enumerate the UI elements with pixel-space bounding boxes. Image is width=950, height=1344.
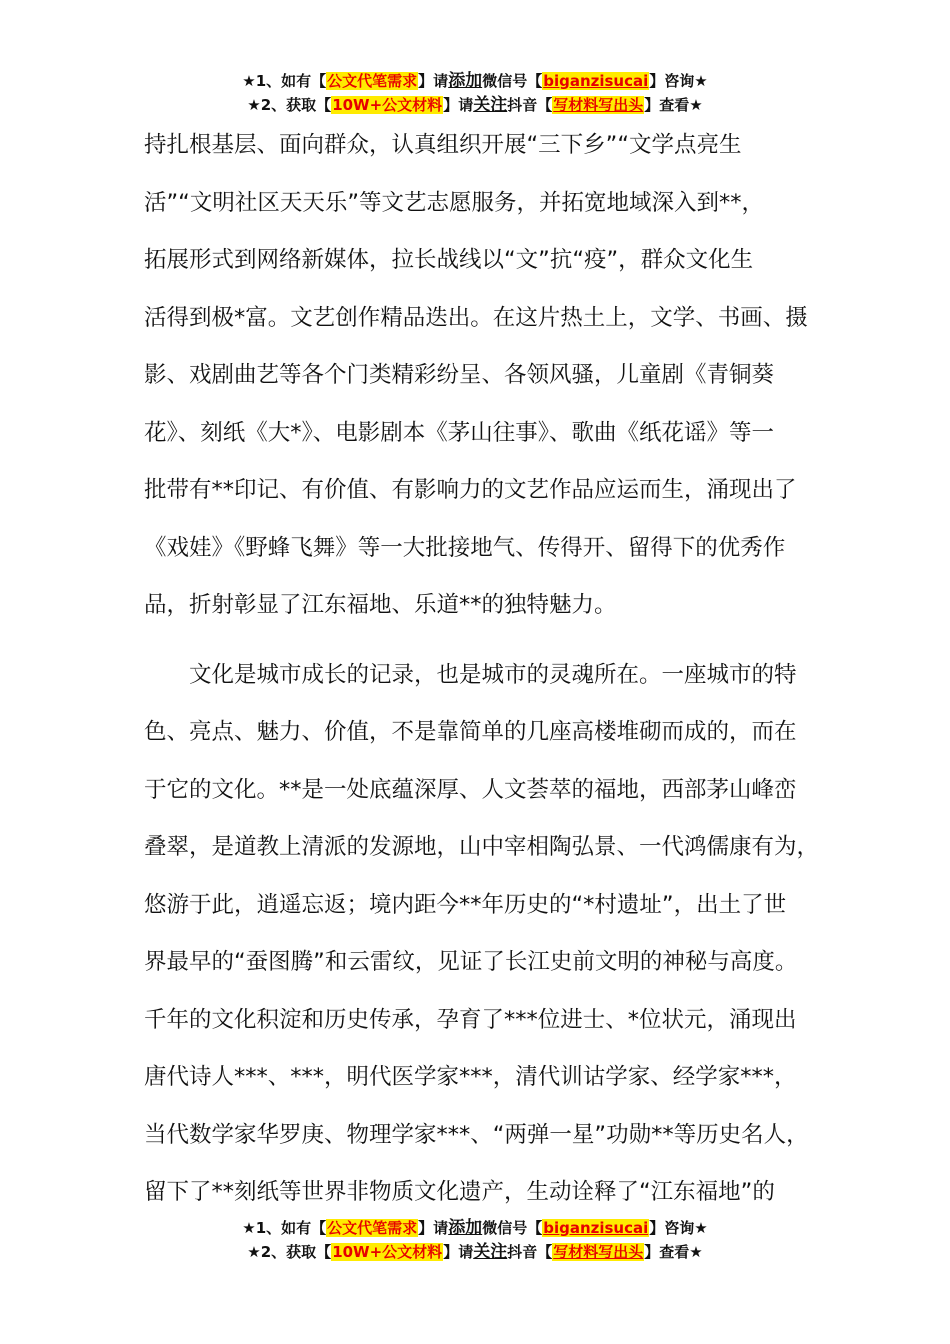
header-banner	[0, 70, 950, 118]
douyin-account: 写材料写出头	[553, 96, 644, 114]
banner-emphasis: 关注	[473, 1242, 508, 1262]
banner-emphasis: 关注	[473, 95, 508, 115]
paragraph-1	[144, 120, 834, 638]
banner-highlight: 10W+公文材料	[332, 1243, 443, 1261]
document-body	[144, 120, 834, 1225]
text-line: 界最早的“蚕图腾”和云雷纹，见证了长江史前文明的神秘与高度。	[144, 949, 798, 975]
banner-text: 】请	[443, 1243, 474, 1261]
banner-line-2	[0, 1241, 950, 1265]
banner-emphasis: 添加	[448, 1218, 483, 1238]
paragraph-2	[144, 650, 834, 1225]
text-line: 留下了**刻纸等世界非物质文化遗产，生动诠释了“江东福地”的	[144, 1179, 775, 1205]
text-line: 活”“文明社区天天乐”等文艺志愿服务，并拓宽地域深入到**，	[144, 189, 764, 216]
text-line: 当代数学家华罗庚、物理学家***、“两弹一星”功勋**等历史名人，	[144, 1121, 809, 1148]
paragraph-gap	[144, 638, 834, 650]
wechat-id: biganzisucai	[543, 72, 649, 90]
text-line: 品，折射彰显了江东福地、乐道**的独特魅力。	[144, 592, 617, 618]
douyin-account: 写材料写出头	[553, 1243, 644, 1261]
banner-line-1	[0, 1217, 950, 1241]
text-line: 拓展形式到网络新媒体，拉长战线以“文”抗“疫”，群众文化生	[144, 247, 754, 273]
banner-text: 微信号【	[482, 1219, 543, 1237]
text-line: 持扎根基层、面向群众，认真组织开展“三下乡”“文学点亮生	[144, 132, 742, 158]
banner-text: ★1、如有【	[242, 1219, 327, 1237]
banner-text: 】请	[418, 1219, 449, 1237]
banner-text: 抖音【	[507, 96, 553, 114]
banner-line-1	[0, 70, 950, 94]
banner-text: ★2、获取【	[247, 1243, 332, 1261]
banner-text: ★1、如有【	[242, 72, 327, 90]
banner-text: 】请	[418, 72, 449, 90]
banner-text: ★2、获取【	[247, 96, 332, 114]
text-line: 唐代诗人***、***，明代医学家***，清代训诂学家、经学家***，	[144, 1064, 797, 1090]
text-line: 花》、刻纸《大*》、电影剧本《茅山往事》、歌曲《纸花谣》等一	[144, 419, 775, 446]
banner-text: 】咨询★	[649, 1219, 708, 1237]
text-line: 影、戏剧曲艺等各个门类精彩纷呈、各领风骚，儿童剧《青铜葵	[144, 362, 775, 388]
text-line: 千年的文化积淀和历史传承，孕育了***位进士、*位状元，涌现出	[144, 1006, 797, 1033]
banner-highlight: 公文代笔需求	[327, 72, 418, 90]
text-line: 批带有**印记、有价值、有影响力的文艺作品应运而生，涌现出了	[144, 477, 797, 503]
text-line: 于它的文化。**是一处底蕴深厚、人文荟萃的福地，西部茅山峰峦	[144, 776, 797, 803]
banner-highlight: 公文代笔需求	[327, 1219, 418, 1237]
banner-text: 】查看★	[644, 1243, 703, 1261]
banner-highlight: 10W+公文材料	[332, 96, 443, 114]
banner-text: 】请	[443, 96, 474, 114]
banner-text: 】查看★	[644, 96, 703, 114]
banner-emphasis: 添加	[448, 71, 483, 91]
text-line: 文化是城市成长的记录，也是城市的灵魂所在。一座城市的特	[144, 661, 797, 688]
banner-text: 】咨询★	[649, 72, 708, 90]
footer-banner	[0, 1217, 950, 1265]
text-line: 叠翠，是道教上清派的发源地，山中宰相陶弘景、一代鸿儒康有为，	[144, 834, 820, 860]
text-line: 《戏娃》《野蜂飞舞》等一大批接地气、传得开、留得下的优秀作	[144, 534, 786, 561]
text-line: 活得到极*富。文艺创作精品迭出。在这片热土上，文学、书画、摄	[144, 304, 808, 331]
banner-line-2	[0, 94, 950, 118]
text-line: 色、亮点、魅力、价值，不是靠简单的几座高楼堆砌而成的，而在	[144, 719, 797, 745]
wechat-id: biganzisucai	[543, 1219, 649, 1237]
banner-text: 微信号【	[482, 72, 543, 90]
text-line: 悠游于此，逍遥忘返；境内距今**年历史的“*村遗址”，出土了世	[144, 891, 787, 918]
banner-text: 抖音【	[507, 1243, 553, 1261]
